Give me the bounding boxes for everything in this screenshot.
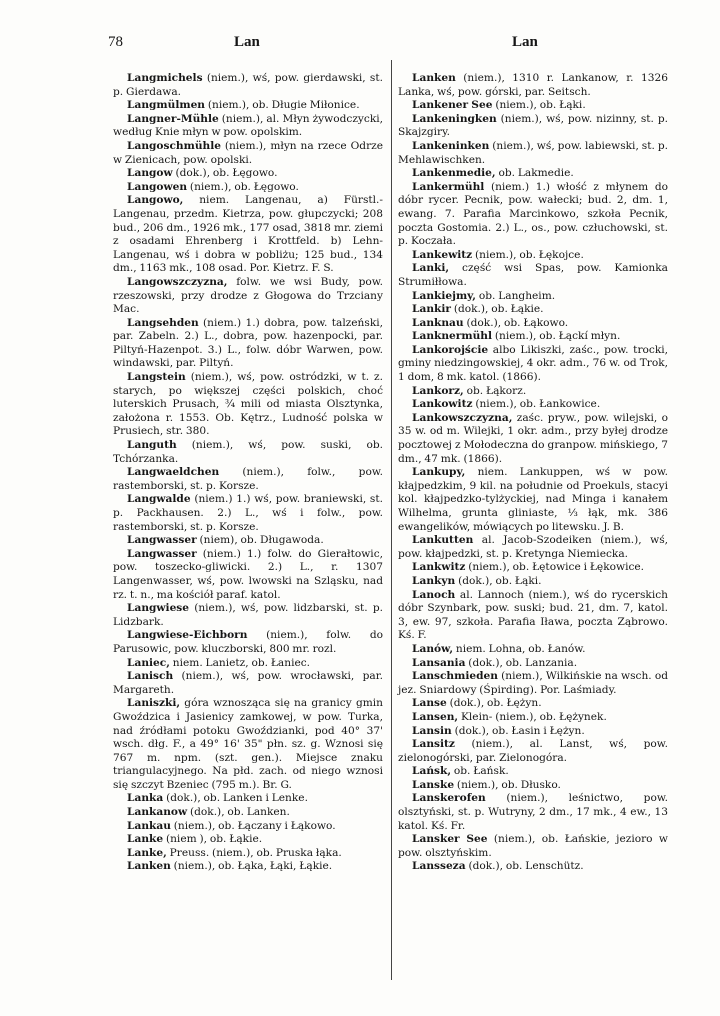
entry-headword: Lanki, — [412, 262, 450, 275]
entry-headword: Lanów, — [412, 642, 454, 655]
entry-text: (niem.), ob. Długie Miłonice. — [205, 99, 360, 112]
entry-headword: Lansker See — [412, 833, 488, 846]
entry-headword: Lankeninken — [412, 139, 490, 152]
entry-headword: Lankewitz — [412, 248, 473, 261]
entry-headword: Lanknermühl — [412, 330, 493, 343]
entry-text: (dok.), ob. Łąkowo. — [463, 316, 569, 329]
entry-headword: Lansitz — [412, 738, 455, 751]
entry-headword: Lansania — [412, 656, 466, 669]
entry-headword: Lankyn — [412, 574, 456, 587]
entry-headword: Lanknau — [412, 316, 464, 329]
entry-headword: Lankir — [412, 303, 451, 316]
entry-headword: Lanken — [412, 72, 456, 84]
entry-headword: Lankupy, — [412, 466, 466, 479]
entry-text: (dok.), ob. Łąkie. — [450, 303, 544, 316]
entry-headword: Langmülmen — [127, 99, 206, 112]
entry-headword: Lanschmieden — [412, 670, 498, 683]
entry-text: al. Jacob-Szodeiken (niem.), wś, pow. kłajpedzki, st. p. Kretynga Niemiecka. — [398, 534, 668, 560]
entry-headword: Langsehden — [127, 316, 199, 329]
entry-headword: Lanken — [127, 860, 171, 873]
entry-text: niem. Langenau, a) Fürstl.-Langenau, przedm. Kietrza, pow. głupczycki; 208 bud., 206 dm., 1926 mk., 177 osad, 3818 mr. ziemi z osadami Ehrenberg i Krottfeld. b) Lehn-Langenau, wś i dobra w pobliżu; 125 bud., 134 dm., 1163 mk., 108 osad. Por. Kietrz. F. S. — [113, 194, 383, 275]
entry-headword: Lanke, — [127, 846, 167, 859]
entry-headword: Langowszczyzna, — [127, 275, 228, 288]
entry-headword: Lankorz, — [412, 384, 464, 397]
entry-headword: Lanske — [412, 778, 455, 791]
entry-text: (dok.), ob. Lanzania. — [465, 656, 578, 669]
entry-text: Preuss. (niem.), ob. Pruska łąka. — [166, 846, 342, 859]
entry-headword: Langwalde — [127, 493, 191, 506]
entry-text: (dok.), ob. Łąki. — [455, 574, 542, 587]
dictionary-entry — [113, 72, 383, 99]
dictionary-entry — [398, 398, 668, 412]
entry-headword: Lanoch — [412, 588, 456, 601]
dictionary-entry — [398, 589, 668, 643]
entry-headword: Langowo, — [127, 194, 184, 207]
dictionary-entry — [398, 765, 668, 779]
dictionary-entry — [398, 72, 668, 99]
entry-text: (dok.), ob. Lanken i Lenke. — [163, 792, 308, 805]
dictionary-entry — [398, 99, 668, 113]
dictionary-entry — [398, 657, 668, 671]
dictionary-entry — [398, 860, 668, 874]
dictionary-entry — [113, 860, 383, 874]
entry-text: zaśc. pryw., pow. wilejski, o 35 w. od m. Wilejki, 1 okr. adm., przy byłej drodze pocztowej z Mołodeczna do granpow. mińskiego, 7 dm., 47 mk. (1866). — [398, 411, 668, 465]
entry-text: (niem.), ob. Łękojce. — [472, 248, 584, 261]
dictionary-entry — [113, 548, 383, 602]
dictionary-entry — [398, 167, 668, 181]
entry-headword: Lanka — [127, 792, 164, 805]
dictionary-entry — [113, 317, 383, 371]
entry-text: Klein- (niem.), ob. Łężynek. — [458, 710, 607, 723]
entry-headword: Langstein — [127, 371, 186, 384]
entry-text: (niem.), ob. Łankowice. — [472, 398, 601, 411]
entry-headword: Langwasser — [127, 534, 197, 547]
dictionary-entry — [113, 833, 383, 847]
entry-text: (niem.), ob. Łączany i Łąkowo. — [170, 819, 336, 832]
entry-headword: Laniszki, — [127, 697, 181, 710]
entry-headword: Lankwitz — [412, 561, 466, 574]
dictionary-entry — [113, 276, 383, 317]
entry-text: (niem.), ob. Łąckí młyn. — [492, 330, 621, 343]
entry-headword: Langwiese — [127, 602, 190, 615]
dictionary-entry — [113, 657, 383, 671]
entry-text: (niem.), ob. Łąka, Łąki, Łąkie. — [170, 860, 333, 873]
entry-headword: Laniec, — [127, 656, 170, 669]
entry-headword: Langwaeldchen — [127, 466, 220, 479]
entry-headword: Lankutten — [412, 534, 474, 547]
dictionary-entry — [398, 330, 668, 344]
dictionary-entry — [113, 371, 383, 439]
dictionary-entry — [398, 670, 668, 697]
dictionary-entry — [113, 847, 383, 861]
dictionary-entry — [398, 697, 668, 711]
dictionary-entry — [113, 99, 383, 113]
entry-headword: Lankowitz — [412, 398, 473, 411]
dictionary-entry — [398, 140, 668, 167]
entry-headword: Langowen — [127, 180, 188, 193]
dictionary-entry — [398, 534, 668, 561]
entry-headword: Langow — [127, 167, 173, 180]
entry-text: ob. Łąkorz. — [463, 384, 527, 397]
right-column — [398, 72, 668, 874]
dictionary-entry — [398, 466, 668, 534]
dictionary-entry — [398, 249, 668, 263]
dictionary-entry — [398, 779, 668, 793]
dictionary-entry — [398, 412, 668, 466]
entry-headword: Langwiese-Eichborn — [127, 629, 248, 642]
entry-text: (dok.), ob. Łężyn. — [446, 697, 542, 710]
entry-text: (niem.), ob. Łańskie, jezioro w pow. olsztyńskim. — [398, 833, 668, 859]
entry-text: (niem.), młyn na rzece Odrze w Zienicach, pow. opolski. — [113, 139, 383, 166]
dictionary-entry — [398, 181, 668, 249]
entry-headword: Lansseza — [412, 860, 466, 873]
entry-text: (dok.), ob. Łęgowo. — [172, 167, 278, 180]
dictionary-entry — [398, 303, 668, 317]
entry-headword: Lankermühl — [412, 180, 485, 193]
entry-headword: Langner-Mühle — [127, 112, 219, 125]
entry-headword: Lanse — [412, 697, 447, 710]
entry-text: ob. Lakmedie. — [495, 167, 574, 180]
entry-text: góra wznosząca się na granicy gmin Gwoździca i Jasienicy zamkowej, w pow. Turka, nad źródłami potoku Gwoździanki, pod 40° 37' wsch. dłg. F., a 49° 16' 35" płn. sz. g. Wznosi się 767 m. npm. (szt. gen.). Miejsce znaku triangulacyjnego. Na płd. zach. od niego wznosi się szczyt Bzeniec (795 m.). Br. G. — [113, 697, 383, 791]
dictionary-entry — [398, 711, 668, 725]
entry-headword: Lankanow — [127, 806, 188, 819]
dictionary-entry — [398, 113, 668, 140]
entry-headword: Langmichels — [127, 72, 203, 84]
entry-text: (niem.), al. Lanst, wś, pow. zielonogórski, par. Zielonogóra. — [398, 738, 668, 764]
right-running-head: Lan — [512, 34, 538, 50]
entry-text: (niem.), wś, pow. suski, ob. Tchórzanka. — [113, 439, 383, 465]
entry-text: (niem.), 1310 r. Lankanow, r. 1326 Lanka, wś, pow. górski, par. Seitsch. — [398, 72, 668, 98]
entry-text: (niem.), ob. Dłusko. — [454, 778, 561, 791]
dictionary-entry — [113, 194, 383, 276]
page-number: 78 — [108, 34, 123, 50]
entry-text: albo Likiszki, zaśc., pow. trocki, gminy niedzingowskiej, 4 okr. adm., 76 w. od Trok, 1 dom, 8 mk. katol. (1866). — [398, 343, 668, 384]
entry-text: al. Lannoch (niem.), wś do rycerskich dóbr Szynbark, pow. suski; bud. 21, dm. 7, katol. 3, ew. 97, szkoła. Parafia Iława, poczta Ząbrowo. Kś. F. — [398, 588, 668, 642]
entry-headword: Lansen, — [412, 710, 459, 723]
entry-headword: Lanke — [127, 833, 164, 846]
column-divider — [391, 60, 392, 980]
entry-text: folw. we wsi Budy, pow. rzeszowski, przy drodze z Głogowa do Trzciany Mac. — [113, 275, 383, 316]
entry-text: (niem.), wś, pow. gierdawski, st. p. Gierdawa. — [113, 72, 383, 98]
entry-text: (niem.) 1.) dobra, pow. talzeński, par. Zabeln. 2.) L., dobra, pow. hazenpocki, par. Piltyń-Hazenpot. 3.) L., folw. dóbr Warwen, pow. windawski, par. Piltyń. — [113, 316, 383, 370]
dictionary-entry — [398, 792, 668, 833]
dictionary-entry — [398, 262, 668, 289]
dictionary-entry — [113, 493, 383, 534]
entry-text: (niem.) 1.) folw. do Gierałtowic, pow. toszecko-gliwicki. 2.) L., r. 1307 Langenwasser, wś, pow. lwowski na Szląsku, nad rz. t. n., ma kościół paraf. katol. — [113, 547, 383, 601]
left-running-head: Lan — [234, 34, 260, 50]
entry-headword: Lankowszczyzna, — [412, 411, 513, 424]
dictionary-entry — [398, 317, 668, 331]
entry-text: ob. Langheim. — [476, 289, 556, 302]
dictionary-entry — [398, 385, 668, 399]
dictionary-entry — [113, 181, 383, 195]
entry-text: (niem.), wś, pow. nizinny, st. p. Skajzgiry. — [398, 112, 668, 139]
dictionary-entry — [113, 439, 383, 466]
entry-headword: Lankener See — [412, 99, 493, 112]
entry-text: (niem.), ob. Łęgowo. — [187, 180, 299, 193]
entry-text: ob. Łańsk. — [451, 765, 509, 778]
entry-text: (dok.), ob. Lanken. — [187, 806, 290, 819]
dictionary-entry — [113, 534, 383, 548]
dictionary-entry — [398, 833, 668, 860]
entry-headword: Lankau — [127, 819, 171, 832]
entry-text: (niem.), al. Młyn żywodczycki, według Knie młyn w pow. opolskim. — [113, 112, 383, 139]
entry-headword: Lańsk, — [412, 765, 452, 778]
dictionary-entry — [113, 113, 383, 140]
left-column — [113, 72, 383, 874]
dictionary-entry — [113, 602, 383, 629]
dictionary-entry — [398, 643, 668, 657]
entry-text: (niem ), ob. Łąkie. — [163, 833, 263, 846]
running-header — [108, 34, 636, 54]
dictionary-entry — [398, 725, 668, 739]
entry-headword: Lankeningken — [412, 112, 497, 125]
entry-text: (niem.), wś, pow. ostródzki, w t. z. starych, po większej części polskich, choć luterskich Prusach, ¾ mili od miasta Olsztynka, założona r. 1553. Ob. Kętrz., Ludność polska w Prusiech, str. 380. — [113, 371, 383, 438]
dictionary-entry — [398, 575, 668, 589]
entry-text: (niem.), folw., pow. rastemborski, st. p. Korsze. — [113, 466, 383, 492]
entry-headword: Lankiejmy, — [412, 289, 476, 302]
dictionary-entry — [113, 140, 383, 167]
dictionary-entry — [113, 167, 383, 181]
entry-text: niem. Lanietz, ob. Łaniec. — [169, 656, 311, 669]
dictionary-entry — [113, 806, 383, 820]
dictionary-entry — [398, 738, 668, 765]
entry-headword: Lanisch — [127, 670, 174, 683]
entry-text: (niem.), leśnictwo, pow. olsztyński, st. p. Wutryny, 2 dm., 17 mk., 4 ew., 13 katol. Kś. Fr. — [398, 792, 668, 832]
dictionary-entry — [398, 344, 668, 385]
dictionary-entry — [113, 820, 383, 834]
dictionary-entry — [113, 792, 383, 806]
dictionary-entry — [113, 466, 383, 493]
entry-text: niem. Lohna, ob. Łanów. — [453, 642, 586, 655]
dictionary-entry — [113, 697, 383, 792]
entry-text: (niem), ob. Długawoda. — [196, 534, 324, 547]
entry-headword: Lankenmedie, — [412, 167, 496, 180]
entry-headword: Lankorojście — [412, 343, 489, 356]
entry-text: (niem.), folw. do Parusowic, pow. kluczborski, 800 mr. rozl. — [113, 629, 383, 655]
entry-headword: Lanskerofen — [412, 792, 486, 805]
entry-headword: Languth — [127, 439, 177, 452]
dictionary-entry — [398, 290, 668, 304]
entry-text: (niem.), Wilkińskie na wsch. od jez. Sniardowy (Śpirding). Por. Laśmiady. — [398, 670, 668, 696]
dictionary-entry — [113, 670, 383, 697]
entry-text: (niem.) 1.) włość z młynem do dóbr rycer. Pecnik, pow. wałecki; bud. 2, dm. 1, ewang. 7. Parafia Marcinkowo, szkoła Pecnik, poczta Gostomia. 2.) L., os., pow. człuchowski, st. p. Koczała. — [398, 180, 668, 248]
entry-headword: Langoschmühle — [127, 139, 221, 152]
entry-text: (niem.), wś, pow. wrocławski, par. Margareth. — [113, 670, 383, 696]
entry-text: (niem.), ob. Łąki. — [492, 99, 586, 112]
entry-text: część wsi Spas, pow. Kamionka Strumiłłowa. — [398, 262, 668, 288]
entry-headword: Lansin — [412, 724, 452, 737]
entry-text: (dok.), ob. Łasin i Łężyn. — [451, 724, 585, 737]
entry-headword: Langwasser — [127, 547, 197, 560]
entry-text: (niem.), wś, pow. labiewski, st. p. Mehlawischken. — [398, 139, 668, 166]
entry-text: (niem.), wś, pow. lidzbarski, st. p. Lidzbark. — [113, 602, 383, 628]
entry-text: niem. Lankuppen, wś w pow. kłajpedzkim, 9 kil. na południe od Proekuls, stacyi kol. kłajpedzko-tylżyckiej, nad Minga i kanałem Wilhelma, grunta gliniaste, ⅓ łąk, mk. 386 ewangelików, mówiących po litewsku. J. B. — [398, 466, 668, 533]
entry-text: (dok.), ob. Lenschütz. — [465, 860, 584, 873]
dictionary-entry — [398, 561, 668, 575]
dictionary-entry — [113, 629, 383, 656]
entry-text: (niem.) 1.) wś, pow. braniewski, st. p. Packhausen. 2.) L., wś i folw., pow. rastemborski, st. p. Korsze. — [113, 493, 383, 533]
entry-text: (niem.), ob. Łętowice i Łękowice. — [465, 561, 645, 574]
